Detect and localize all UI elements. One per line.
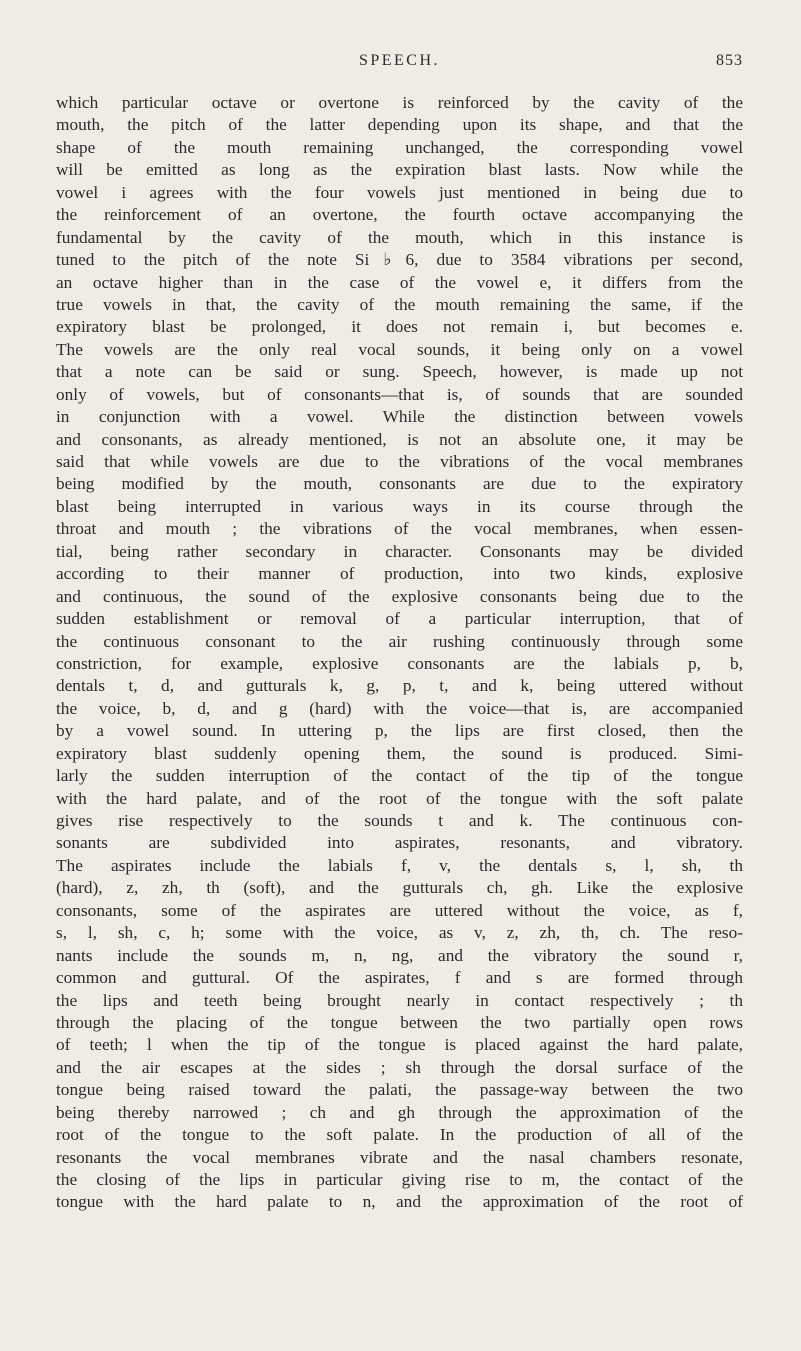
text-line: common and guttural. Of the aspirates, f and s are formed through [56,968,743,988]
text-line: only of vowels, but of consonants—that is, of sounds that are sounded [56,384,743,404]
text-line: mouth, the pitch of the latter depending upon its shape, and that the [56,115,743,135]
text-line: will be emitted as long as the expiration blast lasts. Now while the [56,160,743,180]
text-line: the voice, b, d, and g (hard) with the voice—that is, are accompanied [56,698,743,718]
text-line: throat and mouth ; the vibrations of the vocal membranes, when essen- [56,519,743,539]
text-line: dentals t, d, and gutturals k, g, p, t, and k, being uttered without [56,676,743,696]
text-line: expiratory blast be prolonged, it does not remain i, but becomes e. [56,317,743,337]
text-line: the reinforcement of an overtone, the fourth octave accompanying the [56,205,743,225]
text-line: said that while vowels are due to the vibrations of the vocal membranes [56,452,743,471]
page-number: 853 [716,52,743,69]
text-line: The aspirates include the labials f, v, the dentals s, l, sh, th [56,855,743,875]
text-line: with the hard palate, and of the root of the tongue with the soft palate [56,788,743,808]
text-line: which particular octave or overtone is reinforced by the cavity of the [56,93,743,112]
text-line: true vowels in that, the cavity of the mouth remaining the same, if the [56,294,743,314]
text-line: being modified by the mouth, consonants are due to the expiratory [56,474,743,494]
text-line: s, l, sh, c, h; some with the voice, as v, z, zh, th, ch. The reso- [56,923,743,943]
text-line: and consonants, as already mentioned, is not an absolute one, it may be [56,429,743,449]
text-line: tongue with the hard palate to n, and the approximation of the root of [56,1192,743,1212]
text-line: gives rise respectively to the sounds t and k. The continuous con- [56,811,743,830]
text-line: sudden establishment or removal of a particular interruption, that of [56,609,743,629]
text-line: resonants the vocal membranes vibrate and the nasal chambers resonate, [56,1147,743,1167]
text-line: an octave higher than in the case of the vowel e, it differs from the [56,272,743,292]
text-line: root of the tongue to the soft palate. In the production of all of the [56,1125,743,1145]
text-line: The vowels are the only real vocal sounds, it being only on a vowel [56,339,743,359]
text-line: fundamental by the cavity of the mouth, which in this instance is [56,227,743,247]
text-line: blast being interrupted in various ways in its course through the [56,496,743,516]
text-line: constriction, for example, explosive consonants are the labials p, b, [56,653,743,673]
text-line: shape of the mouth remaining unchanged, the corresponding vowel [56,137,743,157]
text-line: that a note can be said or sung. Speech, however, is made up not [56,362,743,382]
text-line: vowel i agrees with the four vowels just mentioned in being due to [56,182,743,202]
text-line: nants include the sounds m, n, ng, and the vibratory the sound r, [56,945,743,965]
text-line: and continuous, the sound of the explosive consonants being due to the [56,586,743,606]
text-line: tongue being raised toward the palati, the passage-way between the two [56,1080,743,1100]
text-line: through the placing of the tongue between the two partially open rows [56,1012,743,1032]
text-line: the lips and teeth being brought nearly in contact respectively ; th [56,990,743,1010]
text-line: tial, being rather secondary in character. Consonants may be divided [56,541,743,561]
text-line: expiratory blast suddenly opening them, the sound is produced. Simi- [56,743,743,763]
text-line: consonants, some of the aspirates are uttered without the voice, as f, [56,900,743,920]
text-line: (hard), z, zh, th (soft), and the gutturals ch, gh. Like the explosive [56,878,743,898]
text-line: by a vowel sound. In uttering p, the lips are first closed, then the [56,721,743,741]
text-line: the continuous consonant to the air rushing continuously through some [56,631,743,651]
running-title: SPEECH. [358,52,441,69]
text-line: in conjunction with a vowel. While the distinction between vowels [56,407,743,427]
body-text [56,92,743,1214]
text-line: and the air escapes at the sides ; sh through the dorsal surface of the [56,1057,743,1077]
text-line: larly the sudden interruption of the contact of the tip of the tongue [56,766,743,786]
text-line: sonants are subdivided into aspirates, resonants, and vibratory. [56,833,743,853]
text-line: tuned to the pitch of the note Si♭6, due to 3584 vibrations per second, [56,250,743,270]
text-line: of teeth; l when the tip of the tongue is placed against the hard palate, [56,1035,743,1055]
text-line: according to their manner of production, into two kinds, explosive [56,564,743,584]
running-head [56,52,743,84]
text-line: being thereby narrowed ; ch and gh through the approximation of the [56,1102,743,1122]
text-line: the closing of the lips in particular giving rise to m, the contact of the [56,1170,743,1189]
